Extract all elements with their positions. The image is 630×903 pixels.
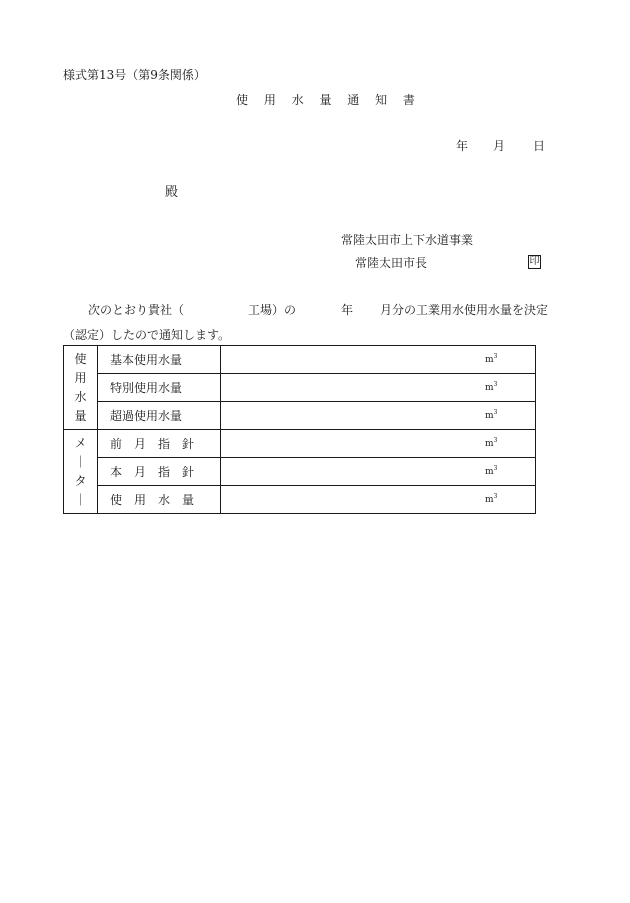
- unit-label: $m^3$: [485, 409, 498, 421]
- issuer-title: 常陸太田市長: [355, 256, 428, 270]
- group-label-char: 量: [74, 408, 87, 423]
- table-row: [64, 402, 536, 430]
- value-cell[interactable]: [221, 458, 536, 486]
- table-row: [64, 430, 536, 458]
- group-label-char: ｜: [74, 454, 87, 469]
- body-text-part: 月分の工業用水使用水量を決定: [380, 303, 549, 317]
- row-label: 超過使用水量: [98, 402, 221, 430]
- unit-label: $m^3$: [485, 381, 498, 393]
- table-row: [64, 458, 536, 486]
- issuer-organization: 常陸太田市上下水道事業: [341, 233, 474, 247]
- value-cell[interactable]: [221, 402, 536, 430]
- form-number: 様式第13号（第9条関係）: [63, 68, 206, 82]
- document-title: 使 用 水 量 通 知 書: [236, 93, 421, 107]
- date-year-label: 年: [456, 139, 469, 153]
- group-label-char: タ: [74, 473, 87, 488]
- row-label: 前 月 指 針: [98, 430, 221, 458]
- value-cell[interactable]: [221, 346, 536, 374]
- table-row: [64, 486, 536, 514]
- unit-label: $m^3$: [485, 437, 498, 449]
- date-month-label: 月: [493, 139, 506, 153]
- row-label: 使 用 水 量: [98, 486, 221, 514]
- value-cell[interactable]: [221, 430, 536, 458]
- unit-label: $m^3$: [485, 353, 498, 365]
- row-label: 基本使用水量: [98, 346, 221, 374]
- body-text-part: 次のとおり貴社（: [88, 303, 185, 317]
- body-text-part: 工場）の: [248, 303, 297, 317]
- group-label-char: メ: [74, 435, 87, 450]
- group-label-char: 用: [74, 370, 87, 385]
- group-label-usage: [64, 346, 98, 430]
- water-usage-table: [63, 345, 536, 514]
- row-label: 本 月 指 針: [98, 458, 221, 486]
- body-text-part: 年: [341, 303, 354, 317]
- group-label-meter: [64, 430, 98, 514]
- table-row: [64, 346, 536, 374]
- row-label: 特別使用水量: [98, 374, 221, 402]
- unit-label: $m^3$: [485, 493, 498, 505]
- value-cell[interactable]: [221, 486, 536, 514]
- body-line-2: （認定）したので通知します。: [63, 328, 231, 342]
- seal-mark: 印: [529, 256, 540, 267]
- group-label-char: 使: [74, 351, 87, 366]
- unit-label: $m^3$: [485, 465, 498, 477]
- addressee-honorific: 殿: [165, 185, 179, 200]
- value-cell[interactable]: [221, 374, 536, 402]
- group-label-char: 水: [74, 389, 87, 404]
- table-row: [64, 374, 536, 402]
- group-label-char: ｜: [74, 492, 87, 507]
- date-day-label: 日: [533, 139, 546, 153]
